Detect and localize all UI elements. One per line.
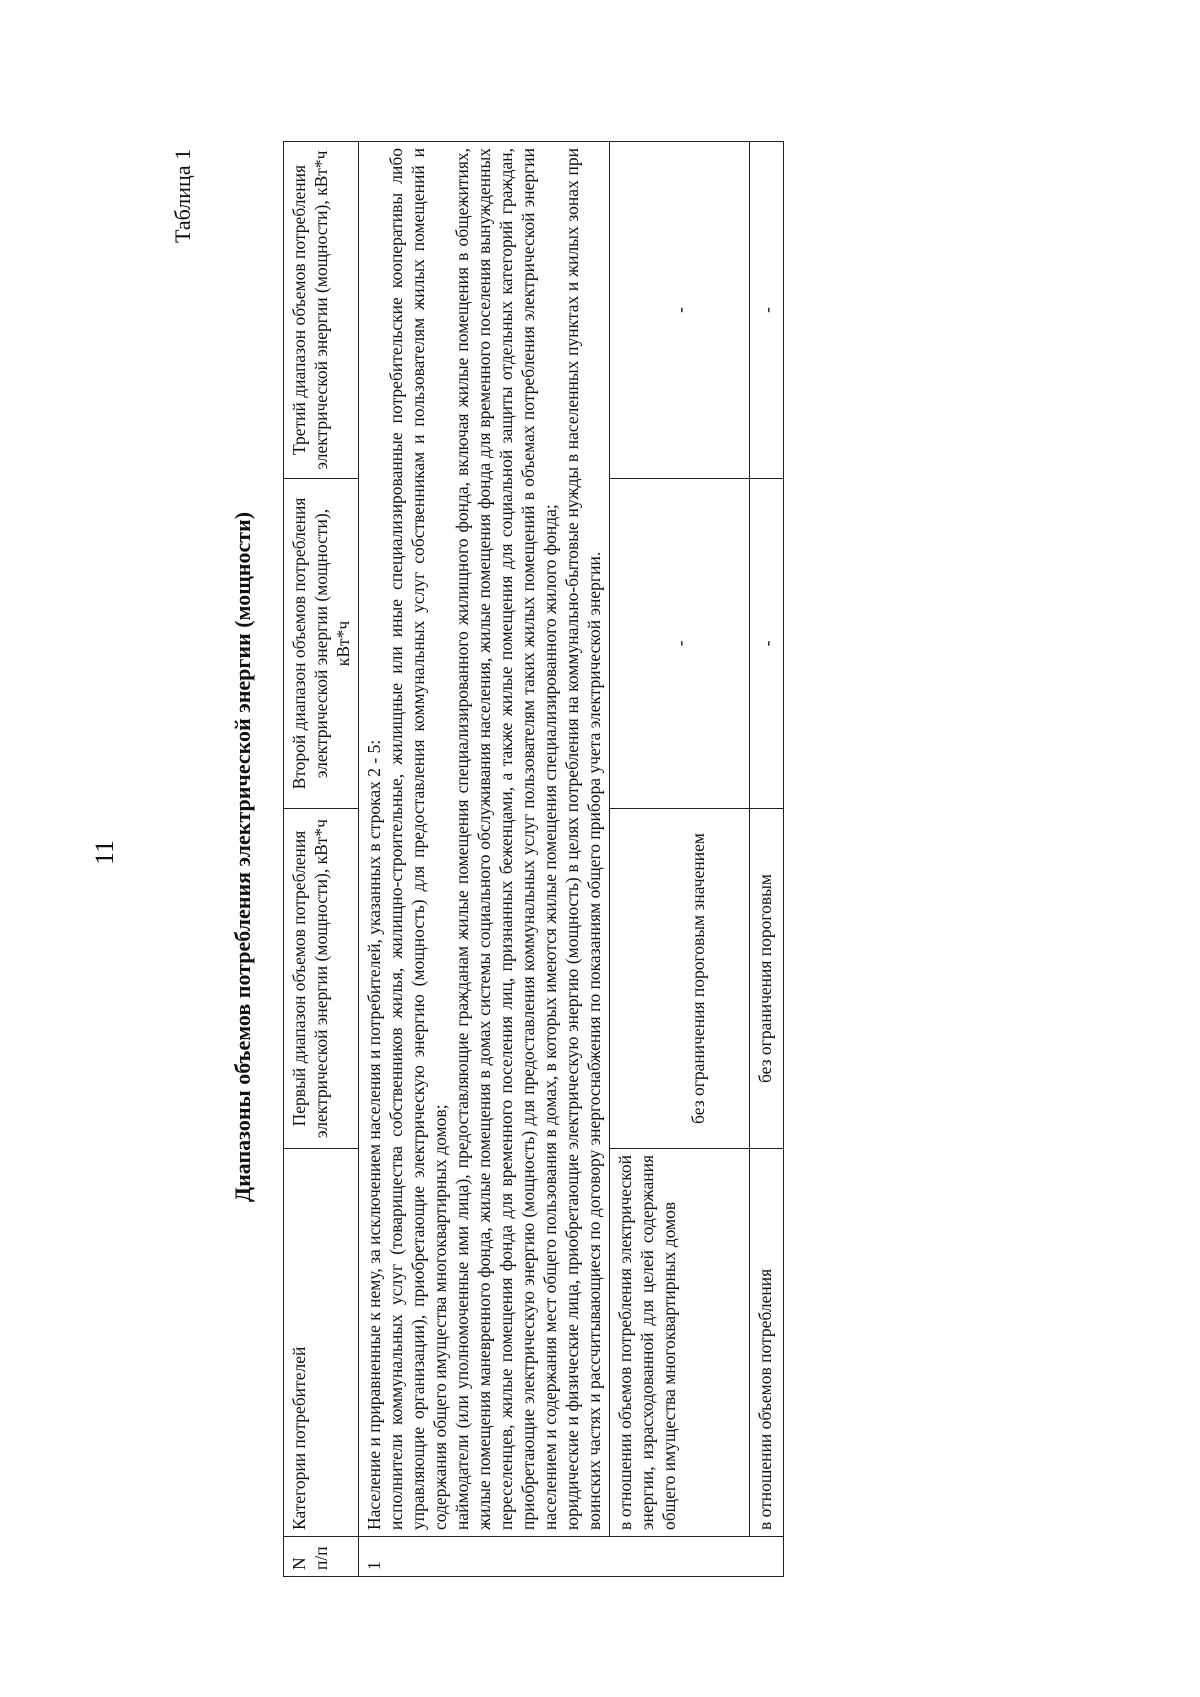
table-header-row	[284, 142, 359, 1577]
header-category: Категории потребителей	[284, 1149, 359, 1537]
row2-range2: -	[610, 479, 750, 809]
row1-paragraph: юридические и физические лица, приобретающие электрическую энергию (мощность) в целях потребления на коммунально-бытовые нужды в населенных пунктах и жилых зонах при воинских частях и рассчитывающиеся по договору энергоснабжения по показаниям общего прибора учета электрической энергии.	[562, 148, 604, 1530]
header-range3: Третий диапазон объемов потребления электрической энергии (мощности), кВт*ч	[284, 142, 359, 479]
row3-range2: -	[750, 479, 784, 809]
row3-range1: без ограничения пороговым	[750, 809, 784, 1149]
ranges-table	[283, 141, 784, 1577]
row1-num: 1	[359, 1537, 784, 1577]
row2-range1: без ограничения пороговым значением	[610, 809, 750, 1149]
header-range1: Первый диапазон объемов потребления электрической энергии (мощности), кВт*ч	[284, 809, 359, 1149]
row3-category: в отношении объемов потребления	[750, 1149, 784, 1537]
row1-paragraph: исполнители коммунальных услуг (товарищества собственников жилья, жилищно-строительные, жилищные или иные специализированные потребительские кооперативы либо управляющие организации), приобретающие электрическую энергию (мощность) для предоставления коммунальных услуг собственникам и пользователям жилых помещений и содержания общего имущества многоквартирных домов;	[386, 148, 450, 1530]
row2-category: в отношении объемов потребления электрической энергии, израсходованной для целей содержания общего имущества многоквартирных домов	[610, 1149, 750, 1537]
row1-description	[359, 142, 610, 1537]
document-title: Диапазоны объемов потребления электрической энергии (мощности)	[230, 511, 255, 1203]
header-num: N п/п	[284, 1537, 359, 1577]
table-row-1	[359, 142, 610, 1577]
row1-paragraph: Население и приравненные к нему, за исключением населения и потребителей, указанных в строках 2 - 5:	[364, 739, 384, 1530]
row2-range3: -	[610, 142, 750, 479]
table-label: Таблица 1	[170, 148, 195, 243]
table-row-2	[610, 142, 750, 1577]
row3-range3: -	[750, 142, 784, 479]
header-range2: Второй диапазон объемов потребления электрической энергии (мощности), кВт*ч	[284, 479, 359, 809]
table-row-3	[750, 142, 784, 1577]
page-number: 11	[90, 839, 119, 865]
row1-paragraph: наймодатели (или уполномоченные ими лица), предоставляющие гражданам жилые помещения специализированного жилищного фонда, включая жилые помещения в общежитиях, жилые помещения маневренного фонда, жилые помещения в домах системы социального обслуживания населения, жилые помещения фонда для временного поселения вынужденных переселенцев, жилые помещения фонда для временного поселения лиц, признанных беженцами, а также жилые помещения для социальной защиты отдельных категорий граждан, приобретающие электрическую энергию (мощность) для предоставления коммунальных услуг пользователям таких жилых помещений в объемах потребления электрической энергии населением и содержания мест общего пользования в домах, в которых имеются жилые помещения специализированного жилого фонда;	[452, 148, 560, 1530]
